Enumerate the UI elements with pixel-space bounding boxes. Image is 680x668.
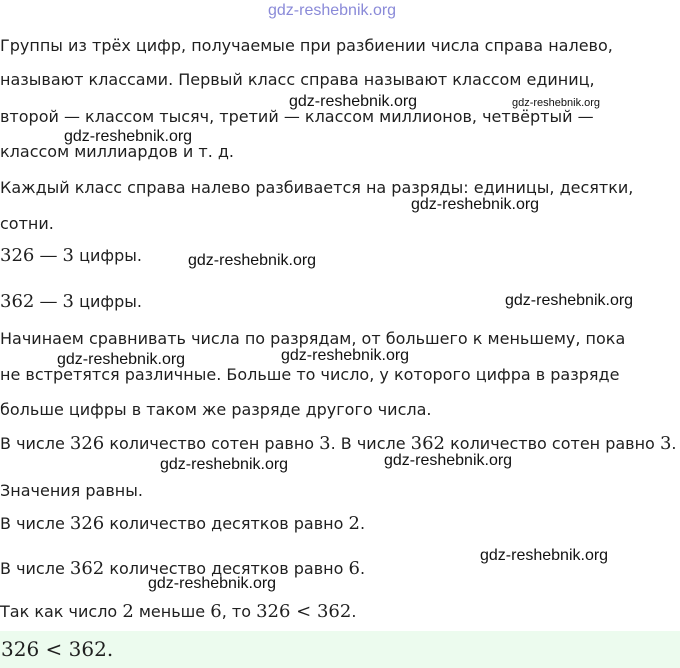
watermark: gdz-reshebnik.org	[505, 292, 634, 309]
hundreds-line: В числе 326 количество сотен равно 3. В числе 362 количество сотен равно 3.	[0, 433, 677, 454]
text-line: не встретятся различные. Больше то число, у которого цифра в разряде	[0, 365, 620, 384]
text-line: Начинаем сравнивать числа по разрядам, от большего к меньшему, пока	[0, 329, 626, 348]
tens-line-2: В числе 362 количество десятков равно 6.	[0, 558, 366, 579]
text-line: классом миллиардов и т. д.	[0, 142, 235, 161]
answer-box	[0, 631, 680, 668]
text-line: сотни.	[0, 214, 54, 233]
text-line: Значения равны.	[0, 481, 143, 500]
watermark: gdz-reshebnik.org	[480, 547, 609, 564]
answer-text: 326 < 362.	[1, 637, 114, 661]
watermark: gdz-reshebnik.org	[411, 196, 540, 213]
text-line: Каждый класс справа налево разбивается на разряды: единицы, десятки,	[0, 178, 634, 197]
watermark: gdz-reshebnik.org	[57, 351, 186, 368]
digits-line-2: 362 — 3 цифры.	[0, 291, 142, 312]
tens-line-1: В числе 326 количество десятков равно 2.	[0, 513, 366, 534]
text-line: больше цифры в таком же разряде другого числа.	[0, 400, 432, 419]
watermark: gdz-reshebnik.org	[64, 128, 193, 145]
watermark: gdz-reshebnik.org	[160, 456, 289, 473]
watermark: gdz-reshebnik.org	[289, 93, 418, 110]
watermark: gdz-reshebnik.org	[281, 347, 410, 364]
watermark-top: gdz-reshebnik.org	[268, 2, 397, 19]
watermark: gdz-reshebnik.org	[188, 252, 317, 269]
conclusion-line: Так как число 2 меньше 6, то 326 < 362.	[0, 601, 357, 622]
watermark: gdz-reshebnik.org	[148, 575, 277, 592]
digits-line-1: 326 — 3 цифры.	[0, 245, 142, 266]
watermark: gdz-reshebnik.org	[384, 452, 513, 469]
text-line: второй — классом тысяч, третий — классом миллионов, четвёртый —	[0, 107, 594, 126]
text-line: называют классами. Первый класс справа называют классом единиц,	[0, 70, 595, 89]
watermark: gdz-reshebnik.org	[512, 97, 601, 109]
text-line: Группы из трёх цифр, получаемые при разбиении числа справа налево,	[0, 36, 613, 55]
